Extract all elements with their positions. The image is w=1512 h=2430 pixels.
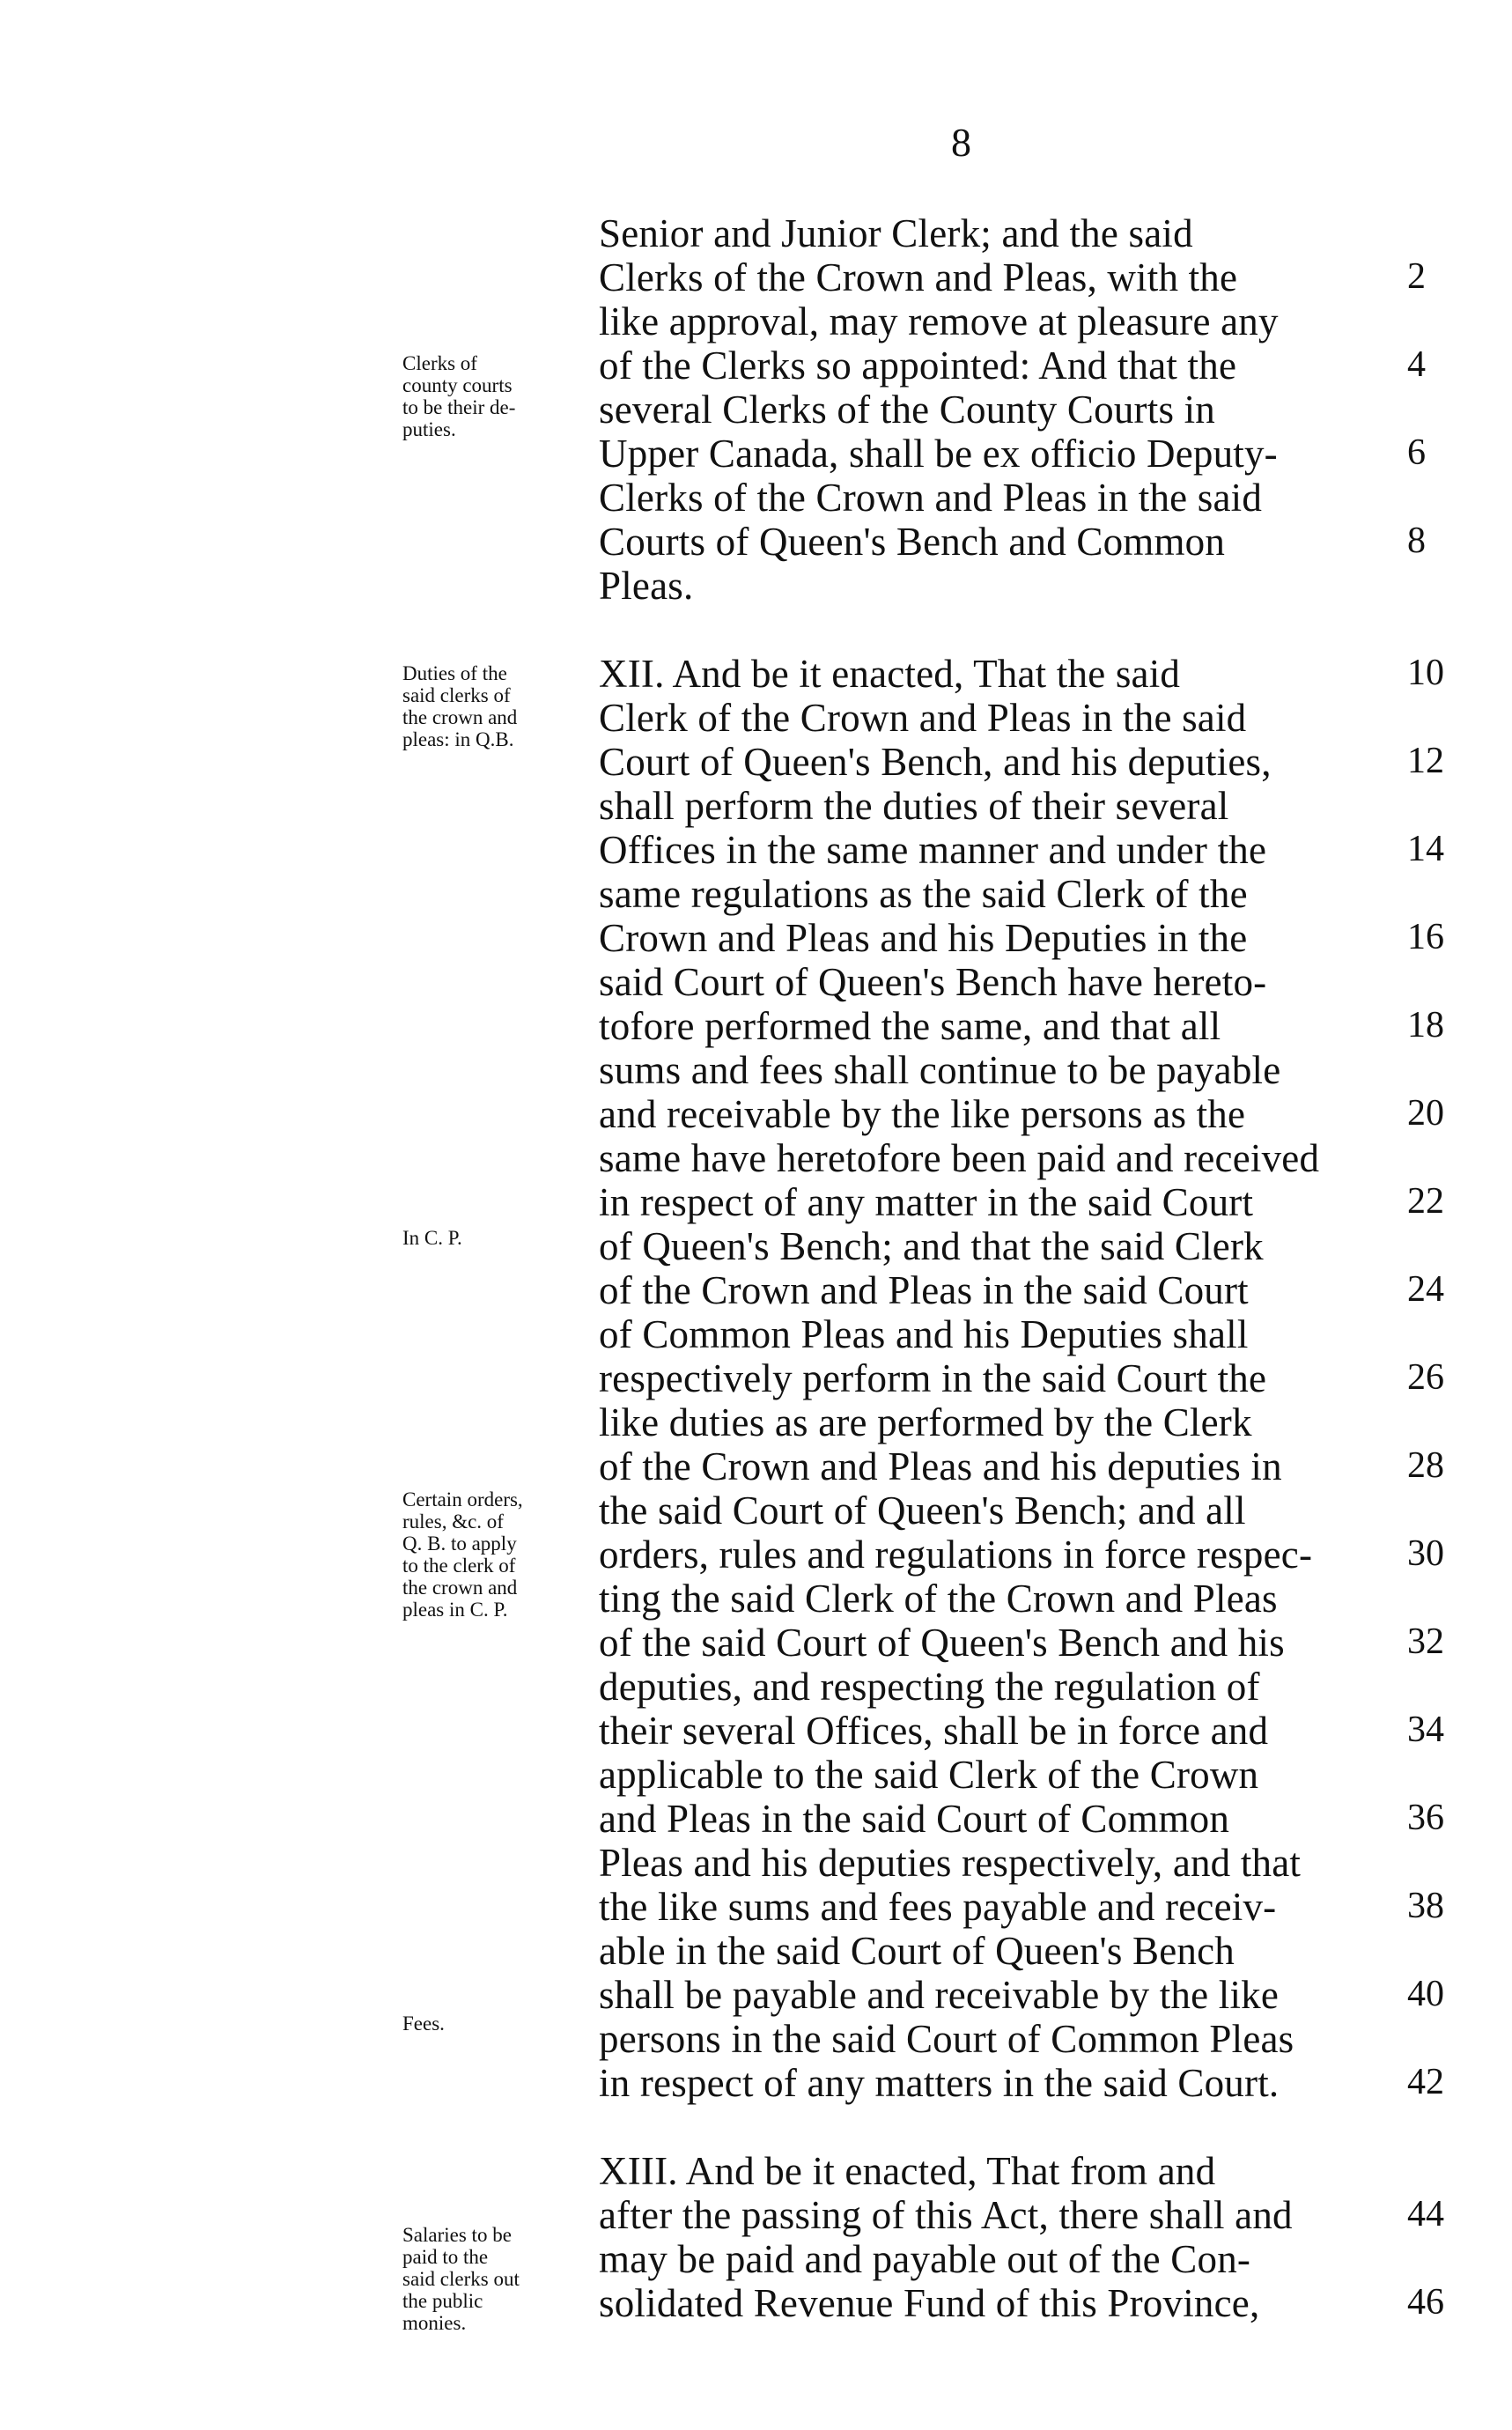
margin-note xyxy=(402,662,596,750)
text-line: in respect of any matters in the said Court. xyxy=(599,2061,1280,2105)
margin-note xyxy=(402,2224,596,2334)
text-line: like duties as are performed by the Clerk xyxy=(599,1400,1252,1444)
margin-note-line: Clerks of xyxy=(402,352,477,374)
line-number: 36 xyxy=(1407,1798,1444,1838)
margin-note-line: Certain orders, xyxy=(402,1488,523,1510)
margin-note-line: said clerks out xyxy=(402,2268,520,2290)
line-number: 10 xyxy=(1407,653,1444,693)
line-number: 38 xyxy=(1407,1886,1444,1926)
margin-note-line: In C. P. xyxy=(402,1227,462,1249)
line-number: 20 xyxy=(1407,1093,1444,1134)
paragraph-gap xyxy=(599,608,1391,652)
line-number: 12 xyxy=(1407,741,1444,781)
line-number: 40 xyxy=(1407,1974,1444,2014)
text-line: tofore performed the same, and that all xyxy=(599,1004,1221,1048)
text-line: of the Crown and Pleas in the said Court xyxy=(599,1268,1249,1312)
text-line: like approval, may remove at pleasure any xyxy=(599,299,1279,343)
text-line: Senior and Junior Clerk; and the said xyxy=(599,211,1193,255)
text-line: applicable to the said Clerk of the Crown xyxy=(599,1753,1259,1797)
margin-note-line: to be their de- xyxy=(402,396,516,418)
text-line: Pleas. xyxy=(599,564,694,608)
line-number: 26 xyxy=(1407,1357,1444,1398)
text-line: same regulations as the said Clerk of the xyxy=(599,872,1248,916)
text-line: Pleas and his deputies respectively, and that xyxy=(599,1841,1302,1885)
margin-note-line: the crown and xyxy=(402,706,518,728)
text-line: ting the said Clerk of the Crown and Pleas xyxy=(599,1577,1278,1621)
text-line: same have heretofore been paid and received xyxy=(599,1136,1320,1180)
margin-note-line: county courts xyxy=(402,374,513,396)
text-line: of the Crown and Pleas and his deputies in xyxy=(599,1444,1282,1488)
text-line: Clerks of the Crown and Pleas in the said xyxy=(599,476,1263,520)
text-line: XII. And be it enacted, That the said xyxy=(599,652,1181,696)
line-number: 14 xyxy=(1407,829,1444,869)
text-line: respectively perform in the said Court the xyxy=(599,1356,1267,1400)
line-number: 24 xyxy=(1407,1269,1444,1310)
margin-note-line: said clerks of xyxy=(402,684,511,706)
text-line: sums and fees shall continue to be payable xyxy=(599,1048,1281,1092)
text-line: the said Court of Queen's Bench; and all xyxy=(599,1488,1246,1533)
text-line: Offices in the same manner and under the xyxy=(599,828,1267,872)
text-line: their several Offices, shall be in force and xyxy=(599,1709,1269,1753)
text-line: deputies, and respecting the regulation of xyxy=(599,1665,1260,1709)
text-line: orders, rules and regulations in force respec- xyxy=(599,1533,1313,1577)
text-line: the like sums and fees payable and receiv- xyxy=(599,1885,1277,1929)
margin-note-line: the crown and xyxy=(402,1577,518,1599)
text-line: of Common Pleas and his Deputies shall xyxy=(599,1312,1249,1356)
text-line: Courts of Queen's Bench and Common xyxy=(599,520,1226,564)
text-line: several Clerks of the County Courts in xyxy=(599,388,1216,432)
line-number: 6 xyxy=(1407,432,1426,473)
margin-note-line: Fees. xyxy=(402,2013,445,2035)
text-line: and receivable by the like persons as the xyxy=(599,1092,1246,1136)
margin-note-line: Salaries to be xyxy=(402,2224,512,2246)
page-number: 8 xyxy=(951,120,971,165)
margin-note-line: rules, &c. of xyxy=(402,1510,504,1533)
text-line: of the said Court of Queen's Bench and his xyxy=(599,1621,1285,1665)
text-line: Clerk of the Crown and Pleas in the said xyxy=(599,696,1247,740)
margin-note-line: pleas in C. P. xyxy=(402,1599,508,1621)
text-line: said Court of Queen's Bench have hereto- xyxy=(599,960,1267,1004)
margin-note-line: to the clerk of xyxy=(402,1555,516,1577)
line-number: 30 xyxy=(1407,1533,1444,1574)
margin-note xyxy=(402,2013,596,2035)
margin-note-line: Q. B. to apply xyxy=(402,1533,517,1555)
text-line: of Queen's Bench; and that the said Clerk xyxy=(599,1224,1264,1268)
text-line: may be paid and payable out of the Con- xyxy=(599,2237,1251,2281)
margin-note xyxy=(402,352,596,440)
text-line: shall be payable and receivable by the like xyxy=(599,1973,1280,2017)
margin-note-line: puties. xyxy=(402,418,456,440)
text-line: persons in the said Court of Common Pleas xyxy=(599,2017,1294,2061)
line-number: 34 xyxy=(1407,1710,1444,1750)
line-number: 18 xyxy=(1407,1005,1444,1045)
margin-note-line: monies. xyxy=(402,2312,467,2334)
margin-note-line: pleas: in Q.B. xyxy=(402,728,514,750)
text-line: solidated Revenue Fund of this Province, xyxy=(599,2281,1260,2325)
margin-note-line: the public xyxy=(402,2290,483,2312)
text-line: and Pleas in the said Court of Common xyxy=(599,1797,1230,1841)
text-line: shall perform the duties of their several xyxy=(599,784,1229,828)
line-number: 2 xyxy=(1407,256,1426,297)
line-number: 44 xyxy=(1407,2194,1444,2234)
text-line: Upper Canada, shall be ex officio Deputy- xyxy=(599,432,1278,476)
margin-note xyxy=(402,1488,596,1621)
line-number: 32 xyxy=(1407,1621,1444,1662)
line-number: 16 xyxy=(1407,917,1444,957)
text-line: in respect of any matter in the said Court xyxy=(599,1180,1254,1224)
line-number: 28 xyxy=(1407,1445,1444,1486)
line-number: 42 xyxy=(1407,2062,1444,2102)
text-line: Clerks of the Crown and Pleas, with the xyxy=(599,255,1238,299)
line-number: 22 xyxy=(1407,1181,1444,1222)
margin-note-line: paid to the xyxy=(402,2246,489,2268)
line-number: 4 xyxy=(1407,344,1426,385)
margin-note-line: Duties of the xyxy=(402,662,507,684)
text-line: XIII. And be it enacted, That from and xyxy=(599,2149,1216,2193)
text-line: Court of Queen's Bench, and his deputies, xyxy=(599,740,1272,784)
line-number: 46 xyxy=(1407,2282,1444,2323)
margin-note xyxy=(402,1227,596,1249)
text-line: able in the said Court of Queen's Bench xyxy=(599,1929,1235,1973)
text-line: after the passing of this Act, there shall and xyxy=(599,2193,1293,2237)
paragraph-gap xyxy=(599,2105,1391,2149)
text-line: Crown and Pleas and his Deputies in the xyxy=(599,916,1248,960)
body-text xyxy=(599,211,1391,2325)
line-number: 8 xyxy=(1407,521,1426,561)
text-line: of the Clerks so appointed: And that the xyxy=(599,343,1237,388)
